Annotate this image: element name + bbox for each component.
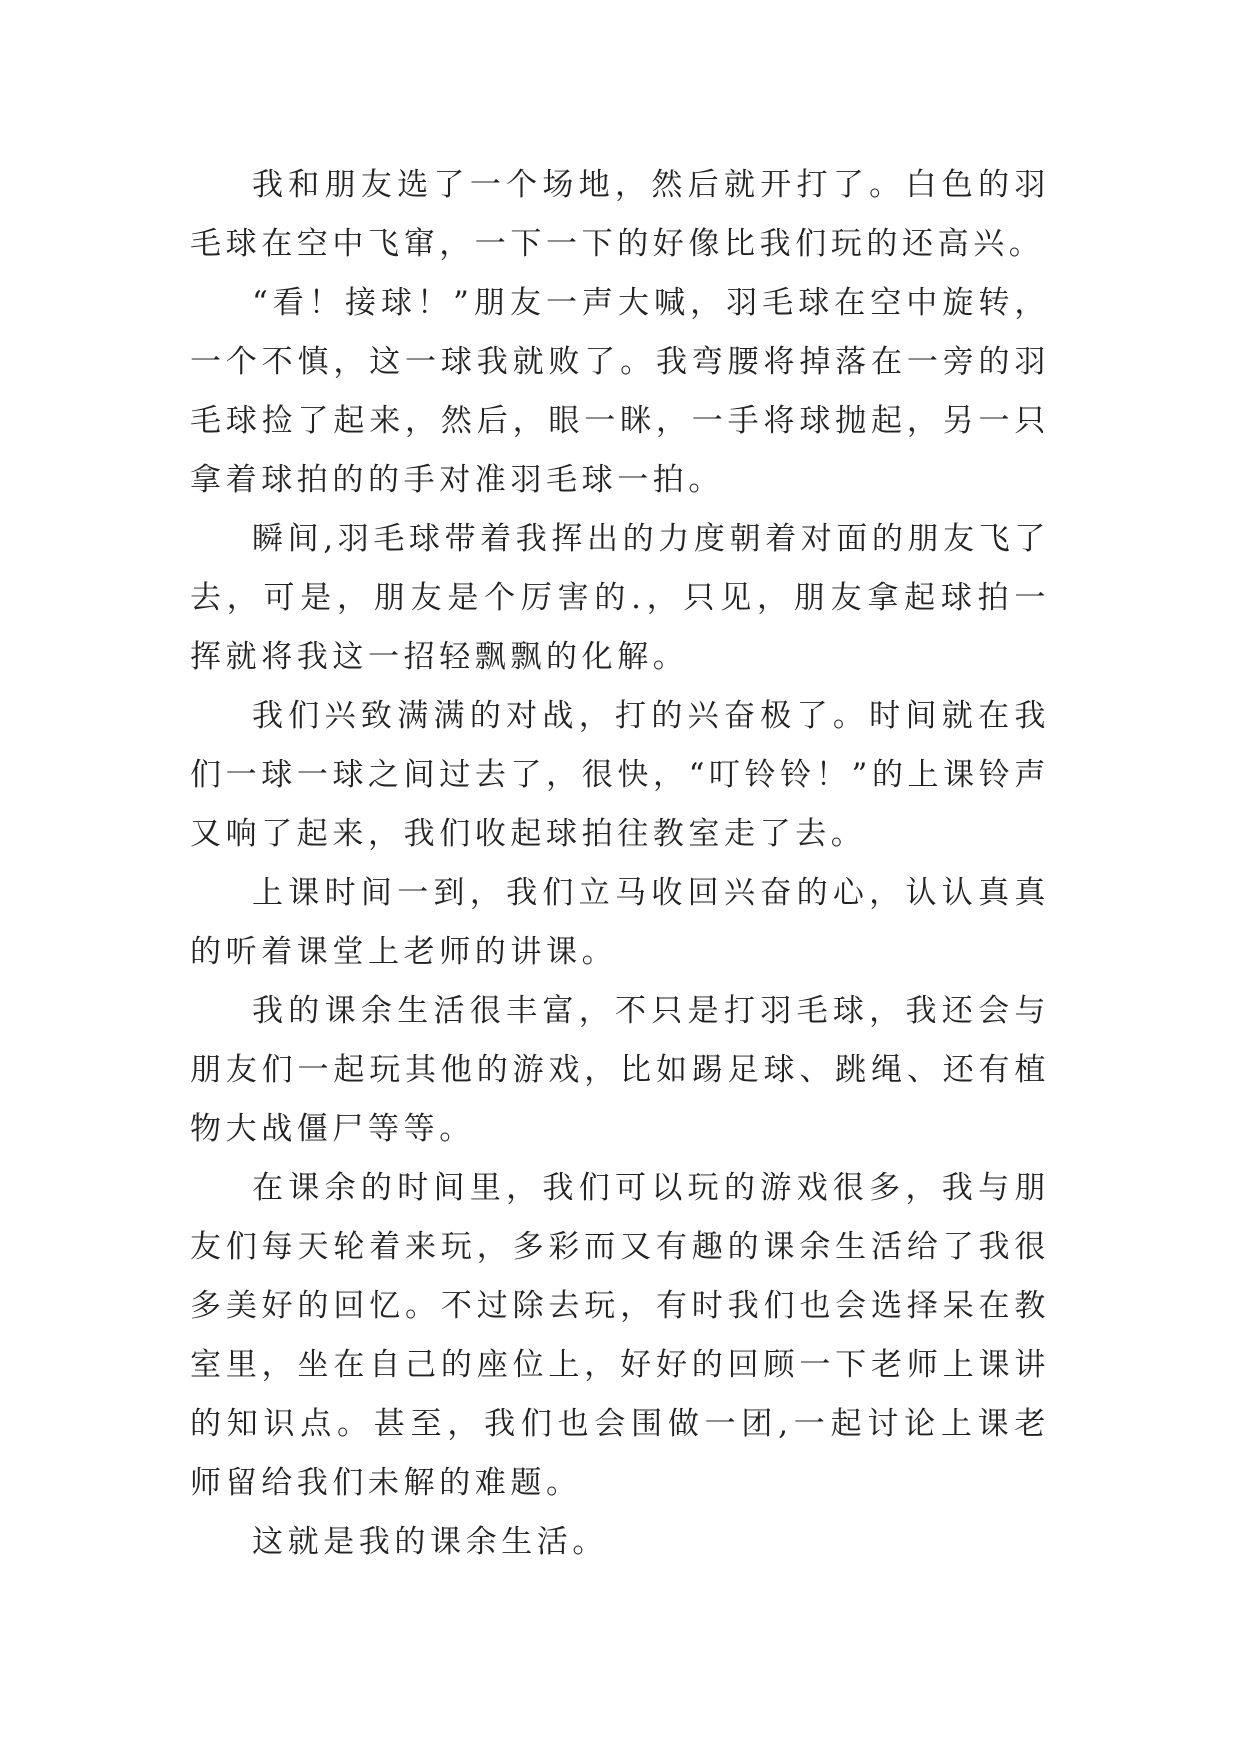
paragraph-3: 瞬间,羽毛球带着我挥出的力度朝着对面的朋友飞了去，可是，朋友是个厉害的.，只见，朋友拿起球拍一挥就将我这一招轻飘飘的化解。 (190, 521, 1050, 675)
paragraph-7: 在课余的时间里，我们可以玩的游戏很多，我与朋友们每天轮着来玩，多彩而又有趣的课余生活给了我很多美好的回忆。不过除去玩，有时我们也会选择呆在教室里，坐在自己的座位上，好好的回顾一下老师上课讲的知识点。甚至，我们也会围做一团,一起讨论上课老师留给我们未解的难题。 (190, 1170, 1050, 1501)
paragraph-6: 我的课余生活很丰富，不只是打羽毛球，我还会与朋友们一起玩其他的游戏，比如踢足球、跳绳、还有植物大战僵尸等等。 (190, 993, 1050, 1147)
paragraph-5: 上课时间一到，我们立马收回兴奋的心，认认真真的听着课堂上老师的讲课。 (190, 875, 1050, 970)
paragraph-2: “看！接球！”朋友一声大喊，羽毛球在空中旋转，一个不慎，这一球我就败了。我弯腰将掉落在一旁的羽毛球捡了起来，然后，眼一眯，一手将球抛起，另一只拿着球拍的的手对准羽毛球一拍。 (190, 285, 1050, 498)
essay-body (190, 156, 1050, 1572)
paragraph-1: 我和朋友选了一个场地，然后就开打了。白色的羽毛球在空中飞窜，一下一下的好像比我们玩的还高兴。 (190, 167, 1050, 262)
paragraph-4: 我们兴致满满的对战，打的兴奋极了。时间就在我们一球一球之间过去了，很快，“叮铃铃！”的上课铃声又响了起来，我们收起球拍往教室走了去。 (190, 698, 1050, 852)
paragraph-8: 这就是我的课余生活。 (252, 1524, 608, 1560)
